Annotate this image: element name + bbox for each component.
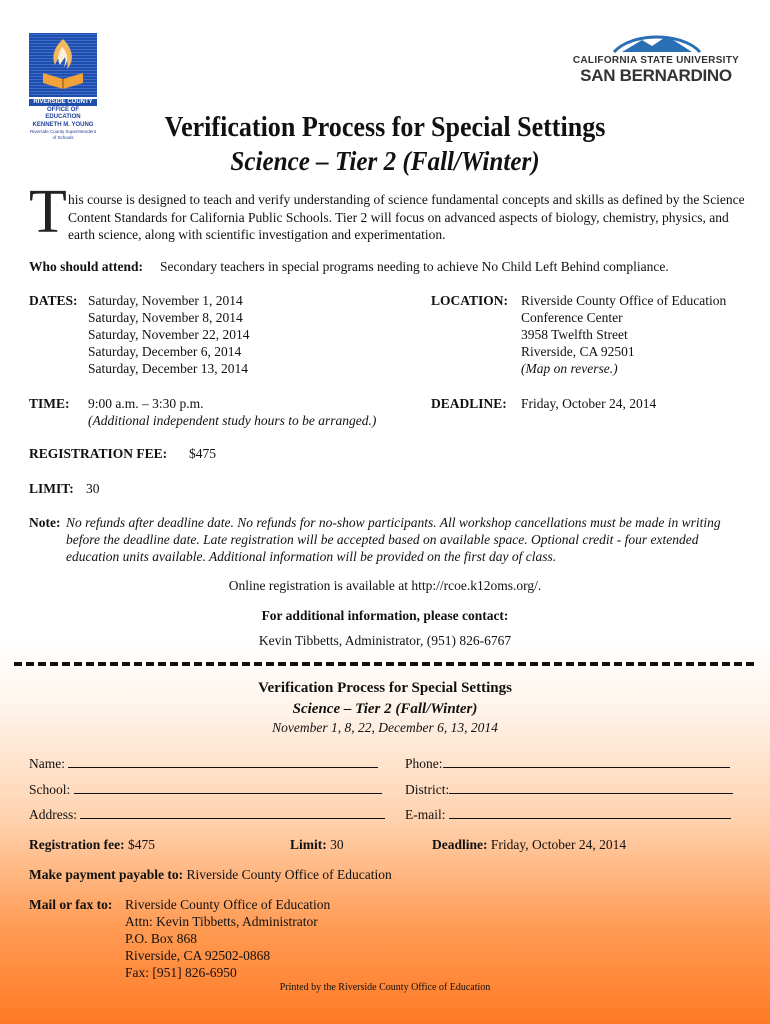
- intro-dropcap: T: [29, 178, 67, 246]
- district-field-row: [405, 781, 733, 798]
- date-item: Saturday, December 13, 2014: [88, 361, 248, 376]
- date-item: Saturday, December 6, 2014: [88, 344, 242, 359]
- location-label: LOCATION:: [431, 293, 509, 308]
- csusb-logo: [572, 30, 740, 84]
- mail-address: [125, 896, 330, 981]
- payable-row: [29, 866, 392, 883]
- cut-line-divider: [14, 662, 754, 666]
- email-field-row: [405, 806, 731, 823]
- form-limit-value: 30: [330, 837, 344, 852]
- fee-value: $475: [189, 446, 216, 461]
- location-line: Conference Center: [521, 310, 623, 325]
- fee-label: REGISTRATION FEE:: [29, 446, 168, 461]
- rcoe-emblem-icon: [29, 33, 97, 97]
- address-label: Address:: [29, 807, 77, 822]
- time-block: [88, 395, 376, 429]
- school-label: School:: [29, 782, 71, 797]
- name-field-row: [29, 755, 378, 772]
- note-label: Note:: [29, 515, 61, 530]
- printed-by-footer: Printed by the Riverside County Office of Education: [279, 982, 491, 993]
- mail-line: Attn: Kevin Tibbetts, Administrator: [125, 914, 318, 929]
- location-note: (Map on reverse.): [521, 361, 618, 376]
- school-field[interactable]: [74, 781, 382, 794]
- payable-label: Make payment payable to:: [29, 867, 184, 882]
- address-field-row: [29, 806, 385, 823]
- email-label: E-mail:: [405, 807, 446, 822]
- who-value: Secondary teachers in special programs needing to achieve No Child Left Behind compliance.: [160, 259, 669, 274]
- form-subtitle: Science – Tier 2 (Fall/Winter): [292, 701, 478, 717]
- online-registration: Online registration is available at http://rcoe.k12oms.org/.: [228, 578, 542, 593]
- mountain-arc-icon: [612, 30, 702, 54]
- form-dates: November 1, 8, 22, December 6, 13, 2014: [272, 720, 498, 735]
- limit-value: 30: [86, 481, 100, 496]
- flame-book-icon: [29, 33, 97, 97]
- name-label: Name:: [29, 756, 65, 771]
- mail-line: P.O. Box 868: [125, 931, 198, 946]
- form-limit-label: Limit:: [290, 837, 327, 852]
- dates-list: [88, 292, 249, 377]
- deadline-value: Friday, October 24, 2014: [521, 396, 657, 411]
- contact-person: Kevin Tibbetts, Administrator, (951) 826-6767: [258, 633, 512, 648]
- location-line: Riverside, CA 92501: [521, 344, 635, 359]
- dates-label: DATES:: [29, 293, 78, 308]
- csusb-line2: SAN BERNARDINO: [580, 66, 732, 85]
- phone-field[interactable]: [443, 755, 730, 768]
- note-text: No refunds after deadline date. No refunds for no-show participants. All workshop cancellations must be made in writing before the deadline date. Late registration will be accepted based on available space. Optional credit - four extended education units available. Additional information will be provided on the first day of class.: [66, 515, 721, 564]
- time-value: 9:00 a.m. – 3:30 p.m.: [88, 396, 204, 411]
- mail-line: Fax: [951] 826-6950: [125, 965, 237, 980]
- location-line: Riverside County Office of Education: [521, 293, 727, 308]
- form-fee: [29, 836, 155, 853]
- rcoe-line3: KENNETH M. YOUNG: [32, 122, 94, 128]
- time-label: TIME:: [29, 396, 70, 411]
- time-note: (Additional independent study hours to be arranged.): [88, 413, 377, 428]
- rcoe-line4: Riverside County Superintendent of Schools: [29, 129, 97, 140]
- rcoe-line2: OFFICE OF EDUCATION: [45, 107, 81, 120]
- location-line: 3958 Twelfth Street: [521, 327, 628, 342]
- form-fee-value: $475: [127, 837, 155, 852]
- page-subtitle: Science – Tier 2 (Fall/Winter): [230, 146, 540, 176]
- email-field[interactable]: [449, 806, 731, 819]
- limit-label: LIMIT:: [29, 481, 74, 496]
- form-deadline: [432, 836, 626, 853]
- school-field-row: [29, 781, 382, 798]
- page-title: Verification Process for Special Settings: [164, 112, 606, 143]
- phone-label: Phone:: [405, 756, 443, 771]
- district-field[interactable]: [449, 781, 733, 794]
- form-limit: [290, 836, 344, 853]
- csusb-line1: CALIFORNIA STATE UNIVERSITY: [572, 55, 740, 66]
- location-address: [521, 292, 726, 377]
- mail-line: Riverside, CA 92502-0868: [125, 948, 271, 963]
- date-item: Saturday, November 8, 2014: [88, 310, 243, 325]
- deadline-label: DEADLINE:: [431, 396, 507, 411]
- date-item: Saturday, November 1, 2014: [88, 293, 243, 308]
- intro-paragraph: his course is designed to teach and verify understanding of science fundamental concepts and skills as defined by the Science Content Standards for California Public Schools. Tier 2 will focus on advanced aspects of biology, chemistry, physics, and earth science, along with scientific investigation and experimentation.: [68, 192, 745, 242]
- rcoe-line1: RIVERSIDE COUNTY: [29, 99, 97, 106]
- who-label: Who should attend:: [29, 259, 144, 274]
- contact-heading: For additional information, please contact:: [261, 608, 509, 623]
- date-item: Saturday, November 22, 2014: [88, 327, 250, 342]
- phone-field-row: [405, 755, 730, 772]
- form-fee-label: Registration fee:: [29, 837, 125, 852]
- payable-value: Riverside County Office of Education: [186, 867, 392, 882]
- address-field[interactable]: [80, 806, 385, 819]
- form-deadline-value: Friday, October 24, 2014: [490, 837, 627, 852]
- district-label: District:: [405, 782, 450, 797]
- name-field[interactable]: [68, 755, 378, 768]
- form-title: Verification Process for Special Settings: [258, 680, 512, 696]
- mail-label: Mail or fax to:: [29, 897, 113, 912]
- mail-line: Riverside County Office of Education: [125, 897, 331, 912]
- form-deadline-label: Deadline:: [432, 837, 488, 852]
